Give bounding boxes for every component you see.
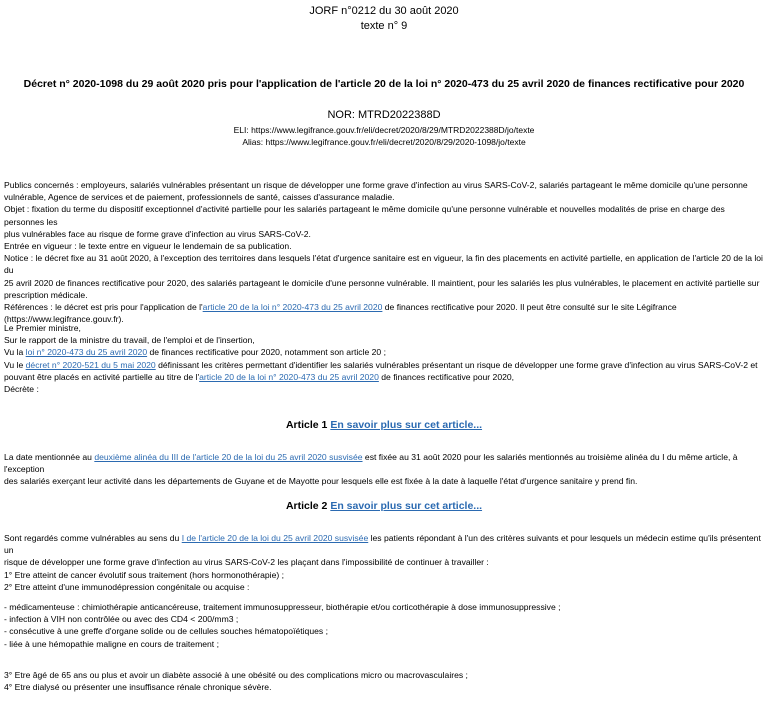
- vu-text-end: définissant les critères permettant d'identifier les salariés vulnérables présentant un risque de développer une forme grave d'infection au virus SARS-CoV-2 et: [155, 359, 758, 370]
- publics-line-2: vulnérable, Agence de services et de paiement, professionnels de santé, caisses d'assurance maladie.: [4, 192, 395, 203]
- loi-2020-473-link[interactable]: loi n° 2020-473 du 25 avril 2020: [25, 347, 148, 358]
- article-2-sublist: [4, 601, 764, 650]
- article-1-line-2: des salariés exerçant leur activité dans les départements de Guyane et de Mayotte pour lesquels elle est fixée à la date à laquelle l'état d'urgence sanitaire y prend fin.: [4, 476, 638, 487]
- vu-text-end: de finances rectificative pour 2020,: [378, 371, 515, 382]
- texte-number: texte n° 9: [360, 20, 408, 32]
- entree-en-vigueur: Entrée en vigueur : le texte entre en vigueur le lendemain de sa publication.: [4, 241, 292, 252]
- article-2-line-1: [4, 532, 764, 556]
- article-20-link[interactable]: article 20 de la loi n° 2020-473 du 25 avril 2020: [202, 302, 383, 313]
- premier-ministre: Le Premier ministre,: [4, 323, 81, 333]
- article-1-heading: [0, 419, 768, 431]
- sub-criterion-3: - consécutive à une greffe d'organe solide ou de cellules souches hématopoïétiques ;: [4, 626, 328, 637]
- article-2-text: Sont regardés comme vulnérables au sens du: [4, 533, 182, 543]
- eli-url: ELI: https://www.legifrance.gouv.fr/eli/decret/2020/8/29/MTRD2022388D/jo/texte: [233, 125, 535, 135]
- criterion-2: 2° Etre atteint d'une immunodépression congénitale ou acquise :: [4, 581, 250, 592]
- article-1-line-1: [4, 451, 764, 475]
- vu-text-end: de finances rectificative pour 2020, notamment son article 20 ;: [147, 347, 386, 358]
- vu-text: pouvant être placés en activité partielle au titre de l': [4, 371, 200, 382]
- publics-line-1: Publics concernés : employeurs, salariés vulnérables présentant un risque de développer une forme grave d'infection au virus SARS-CoV-2, salariés partageant le même domicile qu'une personne: [4, 180, 748, 190]
- article-1-text-end: est fixée au 31 août 2020 pour les salariés mentionnés au troisième alinéa du I du même article, à l'exception: [4, 452, 738, 475]
- sub-criterion-4: - liée à une hémopathie maligne en cours de traitement ;: [4, 638, 219, 649]
- article-1-body: [4, 451, 764, 488]
- criterion-1: 1° Etre atteint de cancer évolutif sous traitement (hors hormonothérapie) ;: [4, 569, 285, 580]
- references-line-1: [4, 301, 764, 313]
- vu-text: Vu le: [4, 359, 26, 370]
- article-2-body: [4, 532, 764, 593]
- references-line-2: (https://www.legifrance.gouv.fr).: [4, 314, 124, 325]
- article-20-loi-link[interactable]: article 20 de la loi n° 2020-473 du 25 avril 2020: [199, 371, 379, 382]
- objet-line-1: Objet : fixation du terme du dispositif exceptionnel d'activité partielle pour les salariés partageant le même domicile qu'une personne vulnérable et nouvelles modalités de prise en charge des personnes les: [4, 204, 725, 227]
- decret-2020-521-link[interactable]: décret n° 2020-521 du 5 mai 2020: [25, 359, 156, 370]
- jorf-reference: JORF n°0212 du 30 août 2020: [309, 5, 459, 17]
- sub-criterion-2: - infection à VIH non contrôlée ou avec des CD4 < 200/mm3 ;: [4, 614, 239, 625]
- references-text: Références : le décret est pris pour l'application de l': [4, 302, 203, 313]
- article-2-title: Article 2: [285, 500, 328, 512]
- preamble-block: [4, 322, 764, 395]
- sub-criterion-1: - médicamenteuse : chimiothérapie anticancéreuse, traitement immunosuppresseur, biothérapie et/ou corticothérapie à dose immunosuppressive ;: [4, 602, 561, 612]
- article-2-heading: [0, 500, 768, 512]
- criterion-3: 3° Etre âgé de 65 ans ou plus et avoir un diabète associé à une obésité ou des complications micro ou macrovasculaires ;: [4, 670, 468, 680]
- nor-number: NOR: MTRD2022388D: [327, 109, 441, 121]
- notice-line-3: prescription médicale.: [4, 289, 88, 300]
- article-2-more-link[interactable]: En savoir plus sur cet article...: [330, 500, 483, 512]
- notice-block: [4, 179, 764, 325]
- alias-url: Alias: https://www.legifrance.gouv.fr/eli/decret/2020/8/29/2020-1098/jo/texte: [242, 137, 526, 147]
- article-1-ref-link[interactable]: deuxième alinéa du III de l'article 20 de la loi du 25 avril 2020 susvisée: [94, 452, 363, 462]
- article-2-more-criteria: [4, 669, 764, 693]
- rapport-line: Sur le rapport de la ministre du travail, de l'emploi et de l'insertion,: [4, 335, 255, 346]
- article-2-text-end: les patients répondant à l'un des critères suivants et pour lesquels un médecin estime qu'ils présentent un: [4, 533, 761, 556]
- article-2-line-2: risque de développer une forme grave d'infection au virus SARS-CoV-2 les plaçant dans l'impossibilité de continuer à travailler :: [4, 557, 489, 568]
- article-1-text: La date mentionnée au: [4, 452, 95, 462]
- article-1-title: Article 1: [285, 419, 328, 431]
- decree-title: Décret n° 2020-1098 du 29 août 2020 pris pour l'application de l'article 20 de la loi n° 2020-473 du 25 avril 2020 de finances rectificative pour 2020: [23, 78, 745, 90]
- article-1-more-link[interactable]: En savoir plus sur cet article...: [330, 419, 483, 431]
- references-text-end: de finances rectificative pour 2020. Il peut être consulté sur le site Légifrance: [382, 302, 677, 313]
- notice-line-1: Notice : le décret fixe au 31 août 2020, à l'exception des territoires dans lesquels l'état d'urgence sanitaire est en vigueur, la fin des placements en activité partielle, en application de l'article 20 de la loi du: [4, 253, 763, 276]
- decrete-line: Décrète :: [4, 384, 39, 395]
- notice-line-2: 25 avril 2020 de finances rectificative pour 2020, des salariés partageant le domicile d'une personne vulnérable. Il maintient, pour les salariés les plus vulnérables, le placement en activité partielle sur: [4, 277, 760, 288]
- criterion-4: 4° Etre dialysé ou présenter une insuffisance rénale chronique sévère.: [4, 682, 272, 693]
- article-2-ref-link[interactable]: I de l'article 20 de la loi du 25 avril 2020 susvisée: [181, 533, 369, 543]
- vu-loi-line: [4, 346, 764, 358]
- vu-decret-line-2: [4, 371, 764, 383]
- objet-line-2: plus vulnérables face au risque de forme grave d'infection au virus SARS-CoV-2.: [4, 228, 311, 239]
- vu-text: Vu la: [4, 347, 26, 358]
- vu-decret-line-1: [4, 359, 764, 371]
